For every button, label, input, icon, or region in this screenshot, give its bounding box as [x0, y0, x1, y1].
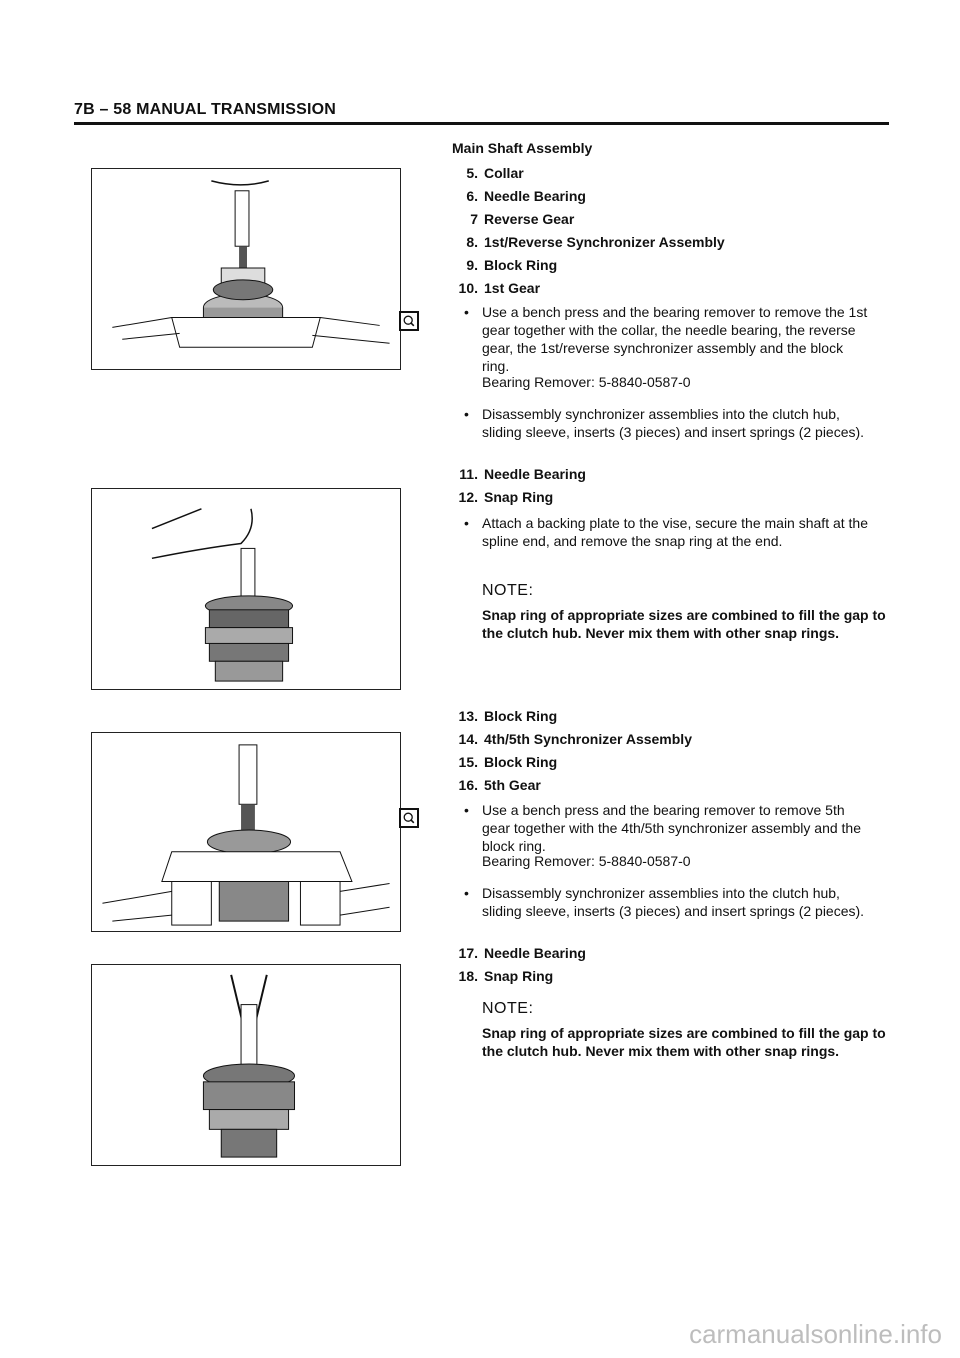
- section-title: Main Shaft Assembly: [452, 140, 593, 156]
- list-item-label: 1st/Reverse Synchronizer Assembly: [484, 234, 725, 250]
- list-item: [466, 257, 558, 273]
- figure-snap-ring-pliers: [91, 964, 401, 1166]
- list-item-label: Reverse Gear: [484, 211, 575, 227]
- list-item-label: Needle Bearing: [484, 466, 586, 482]
- list-item: [458, 945, 586, 961]
- list-item-label: 5th Gear: [484, 777, 541, 793]
- list-item: [466, 165, 524, 181]
- instruction-bullet: • Disassembly synchronizer assemblies into the clutch hub, sliding sleeve, inserts (3 pieces) and insert springs (2 pieces).: [482, 884, 872, 920]
- note-text: Snap ring of appropriate sizes are combined to fill the gap to the clutch hub. Never mix them with other snap rings.: [482, 1025, 886, 1059]
- list-item-number: 18.: [458, 968, 478, 984]
- tool-reference: Bearing Remover: 5-8840-0587-0: [482, 853, 691, 869]
- list-item-label: Collar: [484, 165, 524, 181]
- note-text: Snap ring of appropriate sizes are combined to fill the gap to the clutch hub. Never mix them with other snap rings.: [482, 607, 886, 641]
- list-item-number: 17.: [458, 945, 478, 961]
- list-item-number: 13.: [458, 708, 478, 724]
- list-item-label: 4th/5th Synchronizer Assembly: [484, 731, 692, 747]
- list-item: [470, 211, 575, 227]
- list-item-number: 6.: [466, 188, 478, 204]
- list-item-number: 15.: [458, 754, 478, 770]
- list-item-label: 1st Gear: [484, 280, 541, 296]
- page-header-title: 7B – 58 MANUAL TRANSMISSION: [74, 101, 337, 118]
- figure-press-fifth-gear: [91, 732, 401, 932]
- special-tool-icon: [399, 808, 419, 828]
- list-item: [458, 754, 558, 770]
- list-item: [458, 280, 541, 296]
- list-item-label: Needle Bearing: [484, 188, 586, 204]
- list-item-number: 16.: [458, 777, 478, 793]
- list-item-label: Snap Ring: [484, 968, 554, 984]
- list-item: [458, 708, 558, 724]
- figure-snap-ring-removal: [91, 488, 401, 690]
- list-item: [458, 777, 541, 793]
- list-item-label: Block Ring: [484, 754, 558, 770]
- list-item-label: Block Ring: [484, 708, 558, 724]
- list-item-number: 9.: [466, 257, 478, 273]
- note-heading: NOTE:: [482, 1000, 534, 1017]
- list-item-number: 5.: [466, 165, 478, 181]
- list-item: [459, 466, 586, 482]
- list-item: [458, 968, 554, 984]
- list-item-number: 8.: [466, 234, 478, 250]
- instruction-bullet: • Attach a backing plate to the vise, secure the main shaft at the spline end, and remove the snap ring at the end.: [482, 514, 872, 550]
- page-header: [74, 100, 889, 125]
- figure-press-first-gear: [91, 168, 401, 370]
- watermark: carmanualsonline.info: [689, 1319, 942, 1349]
- list-item-number: 10.: [458, 280, 478, 296]
- list-item-label: Needle Bearing: [484, 945, 586, 961]
- list-item: [466, 188, 586, 204]
- list-item-number: 12.: [458, 489, 478, 505]
- list-item-label: Block Ring: [484, 257, 558, 273]
- list-item-number: 7: [470, 211, 478, 227]
- special-tool-icon: [399, 311, 419, 331]
- note-heading: NOTE:: [482, 582, 534, 599]
- list-item: [458, 731, 692, 747]
- list-item-number: 11.: [459, 466, 478, 482]
- tool-reference: Bearing Remover: 5-8840-0587-0: [482, 374, 691, 390]
- list-item: [466, 234, 725, 250]
- list-item: [458, 489, 554, 505]
- instruction-bullet: • Use a bench press and the bearing remover to remove 5th gear together with the 4th/5th synchronizer assembly and the block ring.: [482, 801, 872, 855]
- list-item-number: 14.: [458, 731, 478, 747]
- list-item-label: Snap Ring: [484, 489, 554, 505]
- instruction-bullet: • Use a bench press and the bearing remover to remove the 1st gear together with the collar, the needle bearing, the reverse gear, the 1st/reverse synchronizer assembly and the block ring.: [482, 303, 872, 375]
- instruction-bullet: • Disassembly synchronizer assemblies into the clutch hub, sliding sleeve, inserts (3 pieces) and insert springs (2 pieces).: [482, 405, 872, 441]
